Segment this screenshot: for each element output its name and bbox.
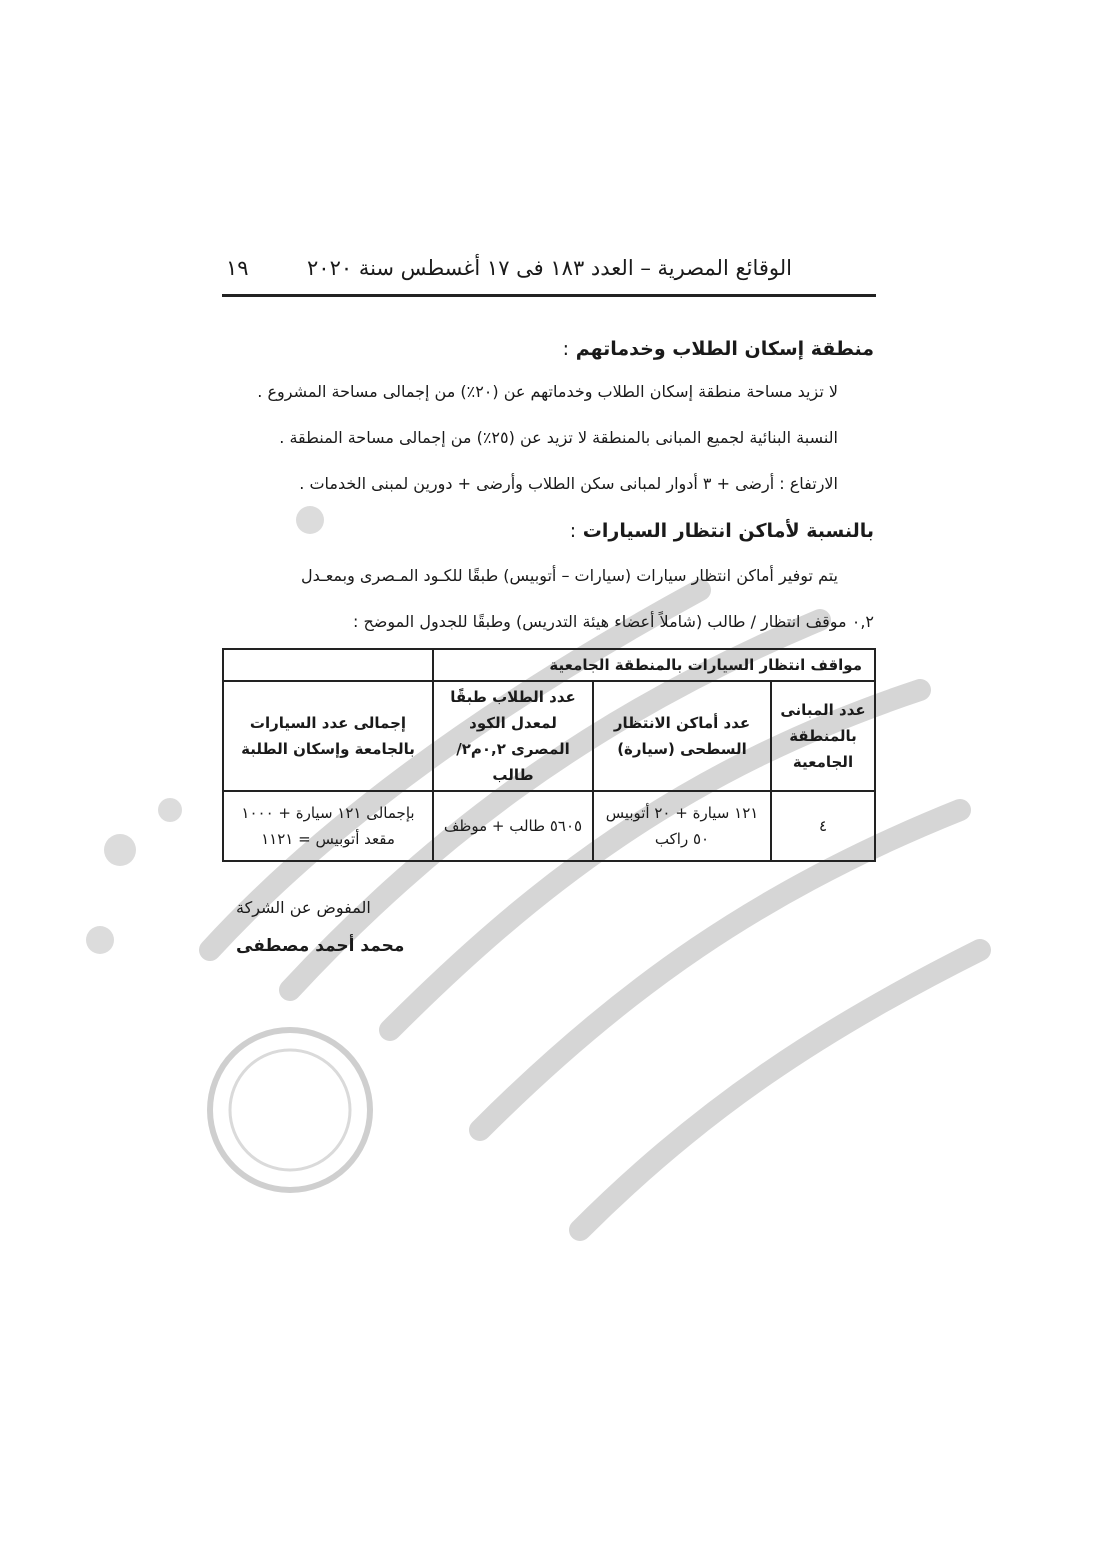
section-heading-parking-text: بالنسبة لأماكن انتظار السيارات [582, 520, 874, 542]
parking-table [222, 648, 876, 862]
cell-total-vehicles: بإجمالى ١٢١ سيارة + ١٠٠٠ مقعد أتوبيس = ١١٢١ [223, 791, 433, 861]
table-title: مواقف انتظار السيارات بالمنطقة الجامعية [433, 649, 875, 681]
cell-buildings-count: ٤ [771, 791, 875, 861]
cell-students-count: ٥٦٠٥ طالب + موظف [433, 791, 593, 861]
table-title-row [223, 649, 875, 681]
section-heading-housing [563, 338, 874, 360]
heading-colon: : [569, 520, 577, 542]
parking-line-1: يتم توفير أماكن انتظار سيارات (سيارات – أتوبيس) طبقًا للكـود المـصرى وبمعـدل [300, 566, 838, 585]
table-empty-corner [223, 649, 433, 681]
page-number: ١٩ [226, 256, 249, 280]
header-students-count: عدد الطلاب طبقًا لمعدل الكود المصرى ٠,٢م٢/طالب [433, 681, 593, 791]
height-line: الارتفاع : أرضى + ٣ أدوار لمبانى سكن الطلاب وأرضى + دورين لمبنى الخدمات . [299, 474, 838, 493]
header-title: الوقائع المصرية – العدد ١٨٣ فى ١٧ أغسطس سنة ٢٠٢٠ [307, 256, 792, 280]
parking-line-2: ٠,٢ موقف انتظار / طالب (شاملاً أعضاء هيئة التدريس) وطبقًا للجدول الموضح : [353, 612, 874, 631]
section-heading-parking [570, 520, 874, 542]
building-ratio-line: النسبة البنائية لجميع المبانى بالمنطقة لا تزيد عن (٢٥٪) من إجمالى مساحة المنطقة . [279, 428, 838, 447]
table-header-row [223, 681, 875, 791]
table-row [223, 791, 875, 861]
header-total-vehicles: إجمالى عدد السيارات بالجامعة وإسكان الطلبة [223, 681, 433, 791]
housing-area-line: لا تزيد مساحة منطقة إسكان الطلاب وخدماتهم عن (٢٠٪) من إجمالى مساحة المشروع . [257, 382, 838, 401]
watermark-seal-icon [60, 470, 1020, 1290]
section-heading-housing-text: منطقة إسكان الطلاب وخدماتهم [575, 338, 874, 360]
cell-surface-parking: ١٢١ سيارة + ٢٠ أتوبيس ٥٠ راكب [593, 791, 771, 861]
header-surface-parking: عدد أماكن الانتظار السطحى (سيارة) [593, 681, 771, 791]
signature-label: المفوض عن الشركة [236, 898, 371, 917]
header-buildings-count: عدد المبانى بالمنطقة الجامعية [771, 681, 875, 791]
signature-name: محمد أحمد مصطفى [236, 936, 405, 956]
heading-colon: : [562, 338, 570, 360]
page-header [222, 250, 876, 297]
